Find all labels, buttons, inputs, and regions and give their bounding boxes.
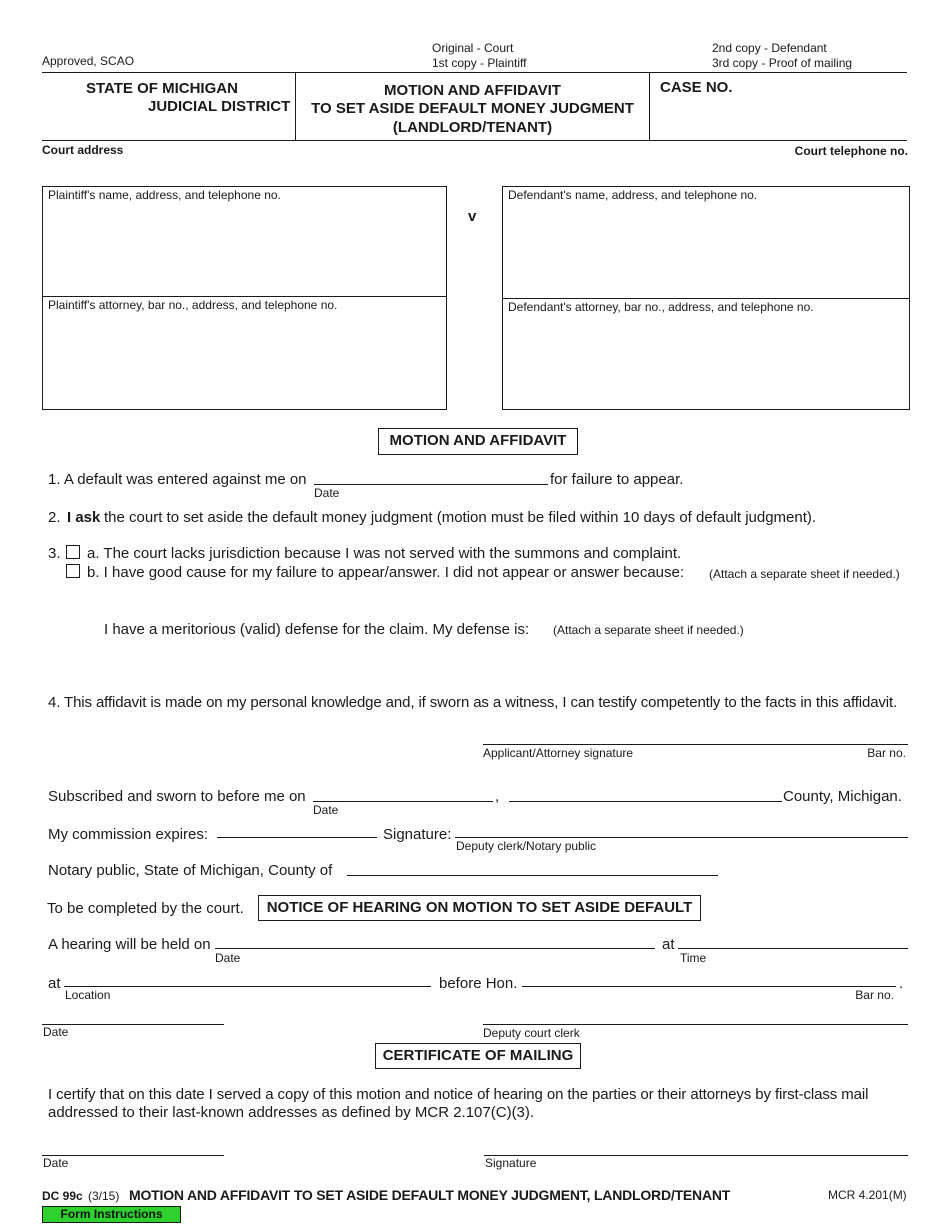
item3b-attach-note: (Attach a separate sheet if needed.) <box>709 567 900 581</box>
hearing-location-at-label: at <box>48 975 61 992</box>
defense-text: I have a meritorious (valid) defense for the claim. My defense is: <box>104 621 530 638</box>
item3a-checkbox[interactable] <box>66 545 80 559</box>
judge-bar-no-caption: Bar no. <box>855 988 894 1002</box>
header-divider-2 <box>649 72 650 140</box>
deputy-notary-caption: Deputy clerk/Notary public <box>456 839 597 853</box>
defense-input[interactable] <box>104 640 904 686</box>
hearing-location-field[interactable] <box>64 986 431 987</box>
court-phone-label: Court telephone no. <box>794 144 908 158</box>
form-title-line2: TO SET ASIDE DEFAULT MONEY JUDGMENT <box>311 100 634 117</box>
item2-text: the court to set aside the default money judgment (motion must be filed within 10 days of default judgment). <box>104 509 817 526</box>
item4-text: 4. This affidavit is made on my personal knowledge and, if sworn as a witness, I can testify competently to the facts in this affidavit. <box>48 694 898 711</box>
form-revision: (3/15) <box>88 1189 120 1203</box>
header-bottom-rule <box>42 140 907 141</box>
hearing-date-field[interactable] <box>215 948 655 949</box>
applicant-signature-caption: Applicant/Attorney signature <box>483 746 634 760</box>
defendant-attorney-label: Defendant's attorney, bar no., address, and telephone no. <box>508 300 814 314</box>
mailing-date-caption: Date <box>43 1156 69 1170</box>
versus-label: v <box>468 208 477 225</box>
footer-form-title: MOTION AND AFFIDAVIT TO SET ASIDE DEFAULT MONEY JUDGMENT, LANDLORD/TENANT <box>129 1187 731 1203</box>
item1-suffix: for failure to appear. <box>550 471 684 488</box>
hearing-heading: NOTICE OF HEARING ON MOTION TO SET ASIDE DEFAULT <box>258 895 701 921</box>
hearing-issue-date-caption: Date <box>43 1025 69 1039</box>
sworn-county-label: County, Michigan. <box>783 788 902 805</box>
hearing-issue-date-field[interactable] <box>42 1024 224 1025</box>
form-title-line3: (LANDLORD/TENANT) <box>392 119 553 136</box>
hearing-time-caption: Time <box>680 951 707 965</box>
plaintiff-label: Plaintiff's name, address, and telephone no. <box>48 188 281 202</box>
form-title-line1: MOTION AND AFFIDAVIT <box>384 82 561 99</box>
copy-original: Original - Court <box>432 41 514 55</box>
approval-note: Approved, SCAO <box>42 54 135 68</box>
plaintiff-box-divider <box>42 296 447 297</box>
judge-name-field[interactable] <box>522 986 896 987</box>
case-no-label: CASE NO. <box>660 79 733 96</box>
item1-text: 1. A default was entered against me on <box>48 471 307 488</box>
sworn-county-field[interactable] <box>509 801 782 802</box>
before-hon-label: before Hon. <box>439 975 518 992</box>
hearing-location-caption: Location <box>65 988 111 1002</box>
item3-number: 3. <box>48 545 61 562</box>
court-address-label: Court address <box>42 143 124 157</box>
plaintiff-attorney-label: Plaintiff's attorney, bar no., address, and telephone no. <box>48 298 338 312</box>
case-no-input[interactable] <box>660 100 900 134</box>
mailing-signature-caption: Signature <box>485 1156 537 1170</box>
sworn-text: Subscribed and sworn to before me on <box>48 788 306 805</box>
applicant-bar-no-caption: Bar no. <box>867 746 906 760</box>
hearing-at-label: at <box>662 936 675 953</box>
commission-label: My commission expires: <box>48 826 209 843</box>
mailing-text-line1: I certify that on this date I served a copy of this motion and notice of hearing on the parties or their attorneys by first-class mail <box>48 1086 869 1103</box>
hearing-time-field[interactable] <box>678 948 908 949</box>
sworn-date-field[interactable] <box>313 801 493 802</box>
sworn-date-caption: Date <box>313 803 339 817</box>
default-date-field[interactable] <box>314 484 548 485</box>
defendant-label: Defendant's name, address, and telephone no. <box>508 188 758 202</box>
notary-signature-field[interactable] <box>455 837 908 838</box>
sworn-comma: , <box>495 788 500 805</box>
copy-second: 2nd copy - Defendant <box>712 41 827 55</box>
district-label: JUDICIAL DISTRICT <box>148 98 291 115</box>
defendant-box-divider <box>502 298 910 299</box>
hearing-held-on-label: A hearing will be held on <box>48 936 211 953</box>
item2-number: 2. <box>48 509 61 526</box>
notary-signature-label: Signature: <box>383 826 452 843</box>
hearing-date-caption: Date <box>215 951 241 965</box>
court-rule-reference: MCR 4.201(M) <box>828 1188 907 1202</box>
copy-first: 1st copy - Plaintiff <box>432 56 527 70</box>
form-code: DC 99c <box>42 1189 83 1203</box>
mailing-text-line2: addressed to their last-known addresses as defined by MCR 2.107(C)(3). <box>48 1104 535 1121</box>
item3a-text: a. The court lacks jurisdiction because I was not served with the summons and complaint. <box>87 545 682 562</box>
header-top-rule <box>42 72 907 73</box>
notary-county-label: Notary public, State of Michigan, County of <box>48 862 333 879</box>
commission-date-field[interactable] <box>217 837 377 838</box>
item3b-text: b. I have good cause for my failure to appear/answer. I did not appear or answer because: <box>87 564 685 581</box>
state-label: STATE OF MICHIGAN <box>86 80 238 97</box>
notary-county-field[interactable] <box>347 875 718 876</box>
mailing-signature-field[interactable] <box>484 1155 908 1156</box>
mailing-heading: CERTIFICATE OF MAILING <box>375 1043 581 1069</box>
item3b-checkbox[interactable] <box>66 564 80 578</box>
item2-bold: I ask <box>67 509 101 526</box>
court-clerk-signature-field[interactable] <box>483 1024 908 1025</box>
court-only-note: To be completed by the court. <box>47 900 244 917</box>
good-cause-input[interactable] <box>104 584 904 616</box>
motion-heading: MOTION AND AFFIDAVIT <box>378 428 578 455</box>
form-instructions-button[interactable]: Form Instructions <box>42 1206 181 1223</box>
copy-third: 3rd copy - Proof of mailing <box>712 56 853 70</box>
defense-attach-note: (Attach a separate sheet if needed.) <box>553 623 744 637</box>
applicant-signature-field[interactable] <box>483 744 908 745</box>
item1-date-caption: Date <box>314 486 340 500</box>
court-clerk-caption: Deputy court clerk <box>483 1026 580 1040</box>
mailing-date-field[interactable] <box>42 1155 224 1156</box>
hearing-period: . <box>899 975 904 992</box>
